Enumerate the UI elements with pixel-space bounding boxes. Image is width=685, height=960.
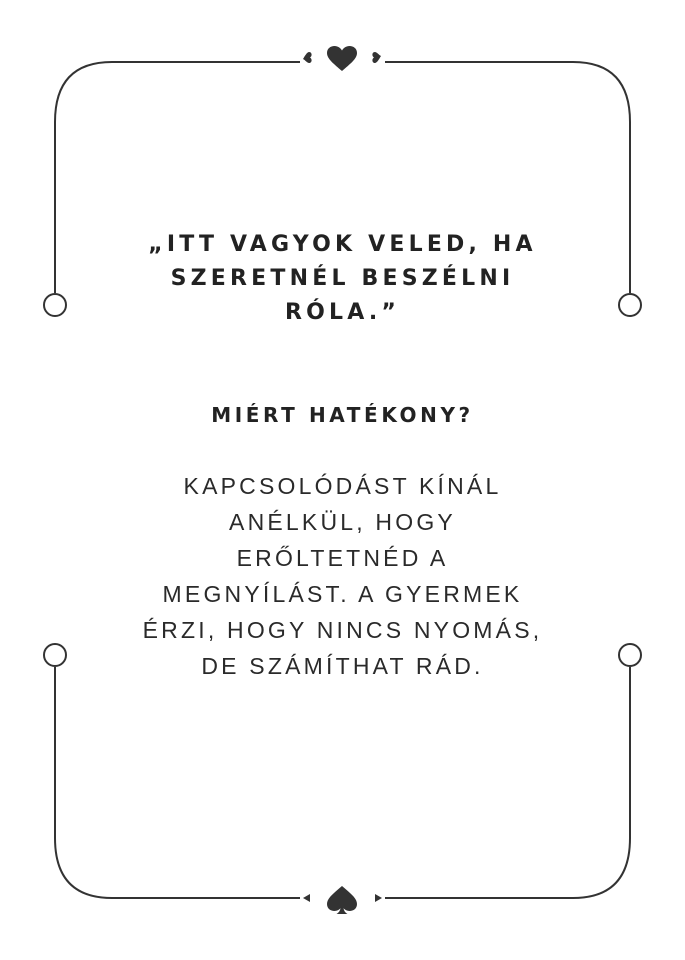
small-spade-icon: [375, 894, 382, 902]
body-line: ANÉLKÜL, HOGY: [229, 509, 456, 535]
small-heart-icon: [372, 52, 381, 63]
body-line: KAPCSOLÓDÁST KÍNÁL: [183, 473, 502, 499]
body-line: MEGNYÍLÁST. A GYERMEK: [162, 581, 523, 607]
spade-icon: [327, 886, 357, 914]
frame-bottom-line-right: [385, 667, 630, 898]
heart-icon: [327, 46, 357, 71]
quote-text: [0, 228, 685, 330]
body-line: DE SZÁMÍTHAT RÁD.: [201, 653, 484, 679]
quote-line: SZERETNÉL BESZÉLNI: [170, 266, 515, 291]
body-paragraph: [0, 468, 685, 684]
quote-line: „ITT VAGYOK VELED, HA: [148, 232, 537, 257]
frame-bottom-line: [55, 667, 300, 898]
body-line: ERŐLTETNÉD A: [236, 545, 449, 571]
small-spade-icon: [303, 894, 310, 902]
quote-line: RÓLA.”: [284, 300, 401, 325]
heading-text: MIÉRT HATÉKONY?: [211, 403, 474, 427]
section-heading: [0, 400, 685, 430]
body-line: ÉRZI, HOGY NINCS NYOMÁS,: [142, 617, 543, 643]
small-heart-icon: [303, 52, 312, 63]
